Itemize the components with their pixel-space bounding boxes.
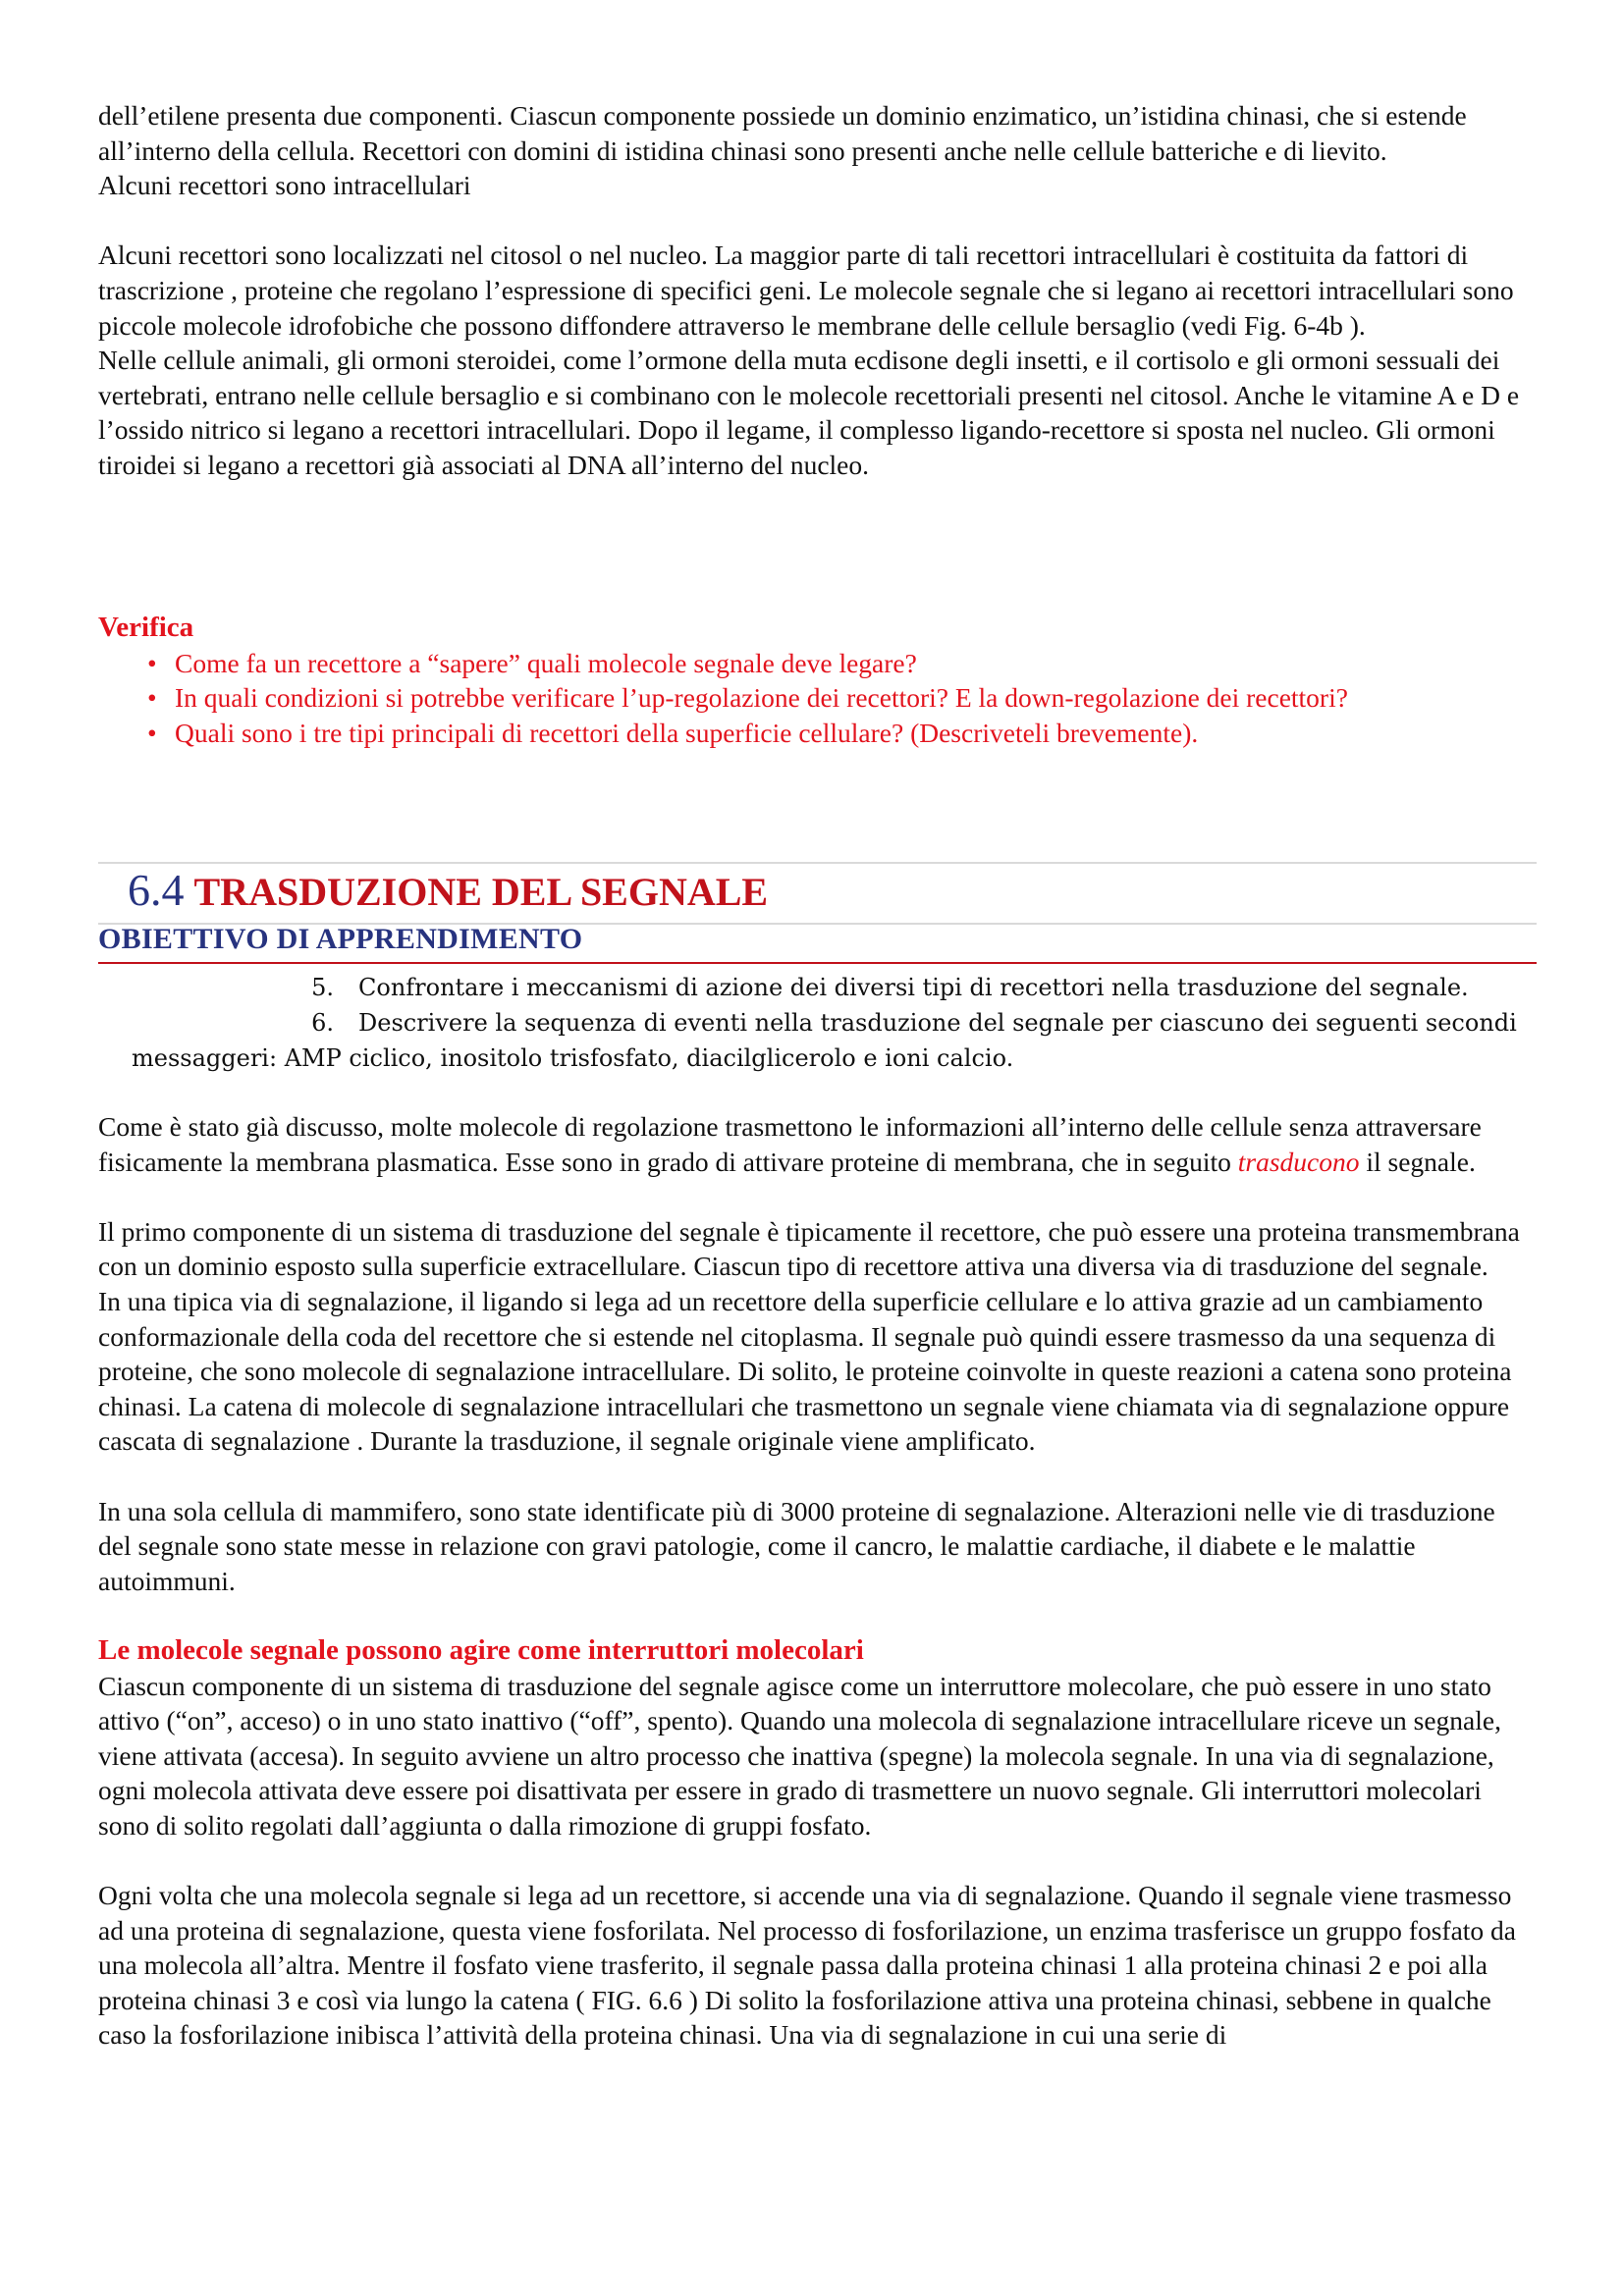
section-title: TRASDUZIONE DEL SEGNALE [193, 870, 769, 914]
paragraph: Ogni volta che una molecola segnale si lega ad un recettore, si accende una via di segnalazione. Quando il segnale viene trasmesso ad una proteina di segnalazione, questa viene fosforilata. Nel processo di fosforilazione, un enzima trasferisce un gruppo fosfato da una molecola all’altra. Mentre il fosfato viene trasferito, il segnale passa dalla proteina chinasi 1 alla proteina chinasi 2 e poi alla proteina chinasi 3 e così via lungo la catena ( FIG. 6.6 ) Di solito la fosforilazione attiva una proteina chinasi, sebbene in qualche caso la fosforilazione inibisca l’attività della proteina chinasi. Una via di segnalazione in cui una serie di [98, 1880, 1516, 2051]
bullet-icon: • [147, 682, 157, 714]
list-item: • In quali condizioni si potrebbe verificare l’up-regolazione dei recettori? E la down-regolazione dei recettori? [98, 680, 1532, 716]
verifica-title: Verifica [98, 612, 194, 643]
intro-text-block [98, 98, 1532, 483]
objectives-list [98, 970, 1532, 1076]
objective-text-continuation: messaggeri: AMP ciclico, inositolo trisfosfato, diacilglicerolo e ioni calcio. [132, 1044, 1014, 1072]
objective-number: 5. [311, 974, 334, 1001]
section-heading [128, 864, 768, 916]
paragraph: In una tipica via di segnalazione, il ligando si lega ad un recettore della superficie cellulare e lo attiva grazie ad un cambiamento conformazionale della coda del recettore che si estende nel citoplasma. Il segnale può quindi essere trasmesso da una sequenza di proteine, che sono molecole di segnalazione intracellulare. Di solito, le proteine coinvolte in queste reazioni a catena sono proteina chinasi. La catena di molecole di segnalazione intracellulari che trasmettono un segnale viene chiamata via di segnalazione oppure cascata di segnalazione . Durante la trasduzione, il segnale originale viene amplificato. [98, 1285, 1512, 1457]
objective-text: Confrontare i meccanismi di azione dei diversi tipi di recettori nella trasduzione del segnale. [358, 974, 1469, 1001]
paragraph: Alcuni recettori sono localizzati nel citosol o nel nucleo. La maggior parte di tali recettori intracellulari è costituita da fattori di trascrizione , proteine che regolano l’espressione di specifici geni. Le molecole segnale che si legano ai recettori intracellulari sono piccole molecole idrofobiche che possono diffondere attraverso le membrane delle cellule bersaglio (vedi Fig. 6-4b ). [98, 240, 1514, 341]
objective-number: 6. [311, 1009, 334, 1037]
paragraph: dell’etilene presenta due componenti. Ciascun componente possiede un dominio enzimatico, un’istidina chinasi, che si estende all’interno della cellula. Recettori con domini di istidina chinasi sono presenti anche nelle cellule batteriche e di lievito. [98, 100, 1467, 166]
paragraph: Il primo componente di un sistema di trasduzione del segnale è tipicamente il recettore, che può essere una proteina transmembrana con un dominio esposto sulla superficie extracellulare. Ciascun tipo di recettore attiva una diversa via di trasduzione del segnale. [98, 1215, 1520, 1282]
objective-item [98, 1005, 1532, 1041]
paragraph: In una sola cellula di mammifero, sono state identificate più di 3000 proteine di segnalazione. Alterazioni nelle vie di trasduzione del segnale sono state messe in relazione con gravi patologie, come il cancro, le malattie cardiache, il diabete e le malattie autoimmuni. [98, 1495, 1495, 1596]
key-term: trasducono [1237, 1146, 1360, 1177]
section-number: 6.4 [128, 865, 185, 915]
bullet-icon: • [147, 717, 157, 748]
paragraph: Nelle cellule animali, gli ormoni steroidei, come l’ormone della muta ecdisone degli insetti, e il cortisolo e gli ormoni sessuali dei vertebrati, entrano nelle cellule bersaglio e si combinano con le molecole recettoriali presenti nel citosol. Anche le vitamine A e D e l’ossido nitrico si legano a recettori intracellulari. Dopo il legame, il complesso ligando-recettore si sposta nel nucleo. Gli ormoni tiroidei si legano a recettori già associati al DNA all’interno del nucleo. [98, 345, 1520, 480]
list-item: • Come fa un recettore a “sapere” quali molecole segnale deve legare? [98, 646, 1532, 681]
objective-item [98, 970, 1532, 1005]
objective-heading: OBIETTIVO DI APPRENDIMENTO [98, 923, 583, 955]
verifica-list [98, 646, 1532, 751]
subheading: Le molecole segnale possono agire come interruttori molecolari [98, 1633, 864, 1666]
paragraph: Come è stato già discusso, molte molecole di regolazione trasmettono le informazioni all’interno delle cellule senza attraversare fisicamente la membrana plasmatica. Esse sono in grado di attivare proteine di membrana, che in seguito trasducono il segnale. [98, 1111, 1482, 1177]
paragraph: Alcuni recettori sono intracellulari [98, 170, 471, 201]
paragraph: Ciascun componente di un sistema di trasduzione del segnale agisce come un interruttore molecolare, che può essere in uno stato attivo (“on”, acceso) o in uno stato inattivo (“off”, spento). Quando una molecola di segnalazione intracellulare riceve un segnale, viene attivata (accesa). In seguito avviene un altro processo che inattiva (spegne) la molecola segnale. In una via di segnalazione, ogni molecola attivata deve essere poi disattivata per essere in grado di trasmettere un nuovo segnale. Gli interruttori molecolari sono di solito regolati dall’aggiunta o dalla rimozione di gruppi fosfato. [98, 1670, 1501, 1841]
objective-divider [98, 962, 1537, 964]
list-item: • Quali sono i tre tipi principali di recettori della superficie cellulare? (Descriveteli brevemente). [98, 716, 1532, 751]
objective-text: Descrivere la sequenza di eventi nella trasduzione del segnale per ciascuno dei seguenti secondi [358, 1009, 1517, 1037]
section-body [98, 1109, 1532, 2053]
bullet-icon: • [147, 647, 157, 678]
verifica-box [98, 611, 1532, 750]
